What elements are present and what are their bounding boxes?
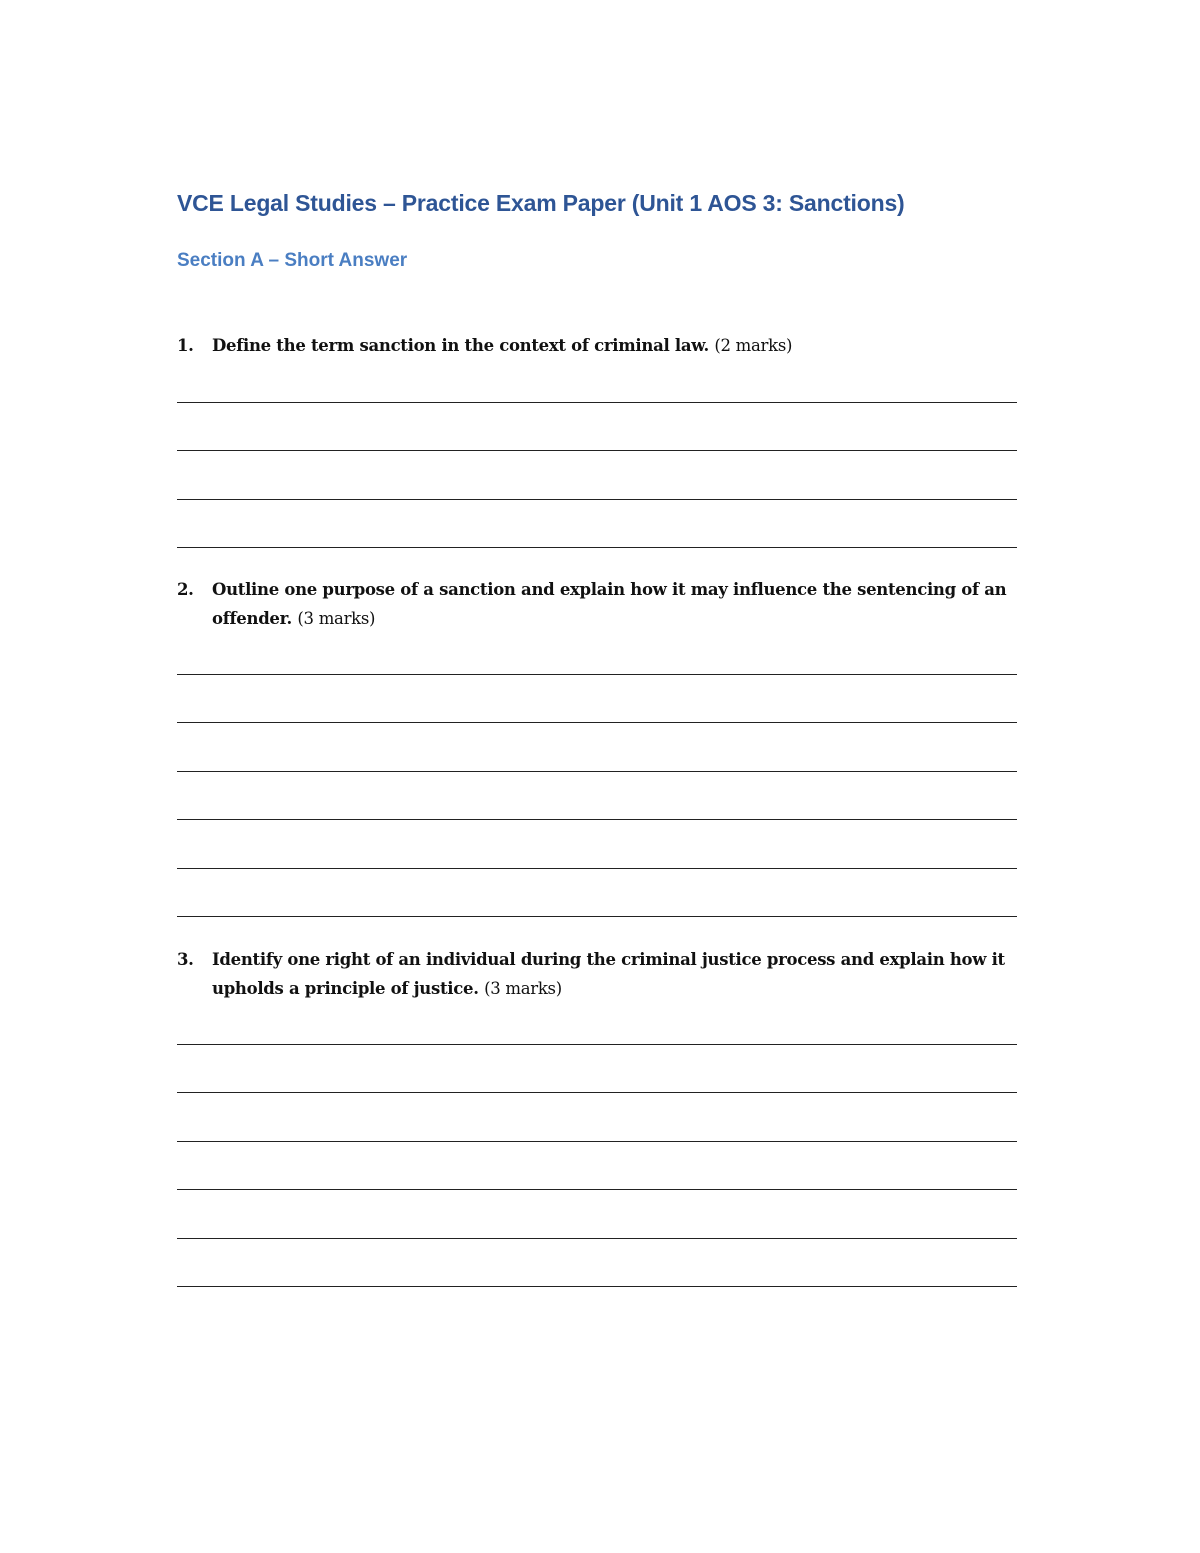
- answer-line[interactable]: [177, 1189, 1017, 1190]
- question-2-prompt: Outline one purpose of a sanction and explain how it may influence the sentencing of an offender.: [212, 580, 1007, 628]
- answer-line[interactable]: [177, 722, 1017, 723]
- answer-line[interactable]: [177, 868, 1017, 869]
- question-1-marks: (2 marks): [714, 336, 793, 355]
- question-1-prompt: Define the term sanction in the context of criminal law.: [212, 336, 709, 355]
- page-title: VCE Legal Studies – Practice Exam Paper (Unit 1 AOS 3: Sanctions): [177, 190, 905, 216]
- answer-line[interactable]: [177, 499, 1017, 500]
- answer-line[interactable]: [177, 450, 1017, 451]
- answer-line[interactable]: [177, 916, 1017, 917]
- answer-line[interactable]: [177, 402, 1017, 403]
- answer-line[interactable]: [177, 674, 1017, 675]
- question-2-number: 2.: [177, 580, 194, 599]
- section-heading: Section A – Short Answer: [177, 250, 408, 271]
- answer-line[interactable]: [177, 1092, 1017, 1093]
- question-3-number: 3.: [177, 950, 194, 969]
- answer-line[interactable]: [177, 1141, 1017, 1142]
- answer-line[interactable]: [177, 547, 1017, 548]
- question-2-text: [177, 575, 1017, 633]
- question-1: [177, 331, 1017, 561]
- question-3: [177, 945, 1017, 1295]
- question-2: [177, 575, 1017, 925]
- answer-line[interactable]: [177, 1238, 1017, 1239]
- question-3-text: [177, 945, 1017, 1003]
- question-1-number: 1.: [177, 336, 194, 355]
- answer-line[interactable]: [177, 819, 1017, 820]
- question-3-marks: (3 marks): [484, 979, 562, 998]
- answer-line[interactable]: [177, 1044, 1017, 1045]
- question-1-text: [177, 331, 1017, 360]
- answer-line[interactable]: [177, 1286, 1017, 1287]
- question-2-marks: (3 marks): [297, 609, 376, 628]
- answer-line[interactable]: [177, 771, 1017, 772]
- question-3-prompt: Identify one right of an individual during the criminal justice process and explain how it upholds a principle of justice.: [212, 950, 1005, 998]
